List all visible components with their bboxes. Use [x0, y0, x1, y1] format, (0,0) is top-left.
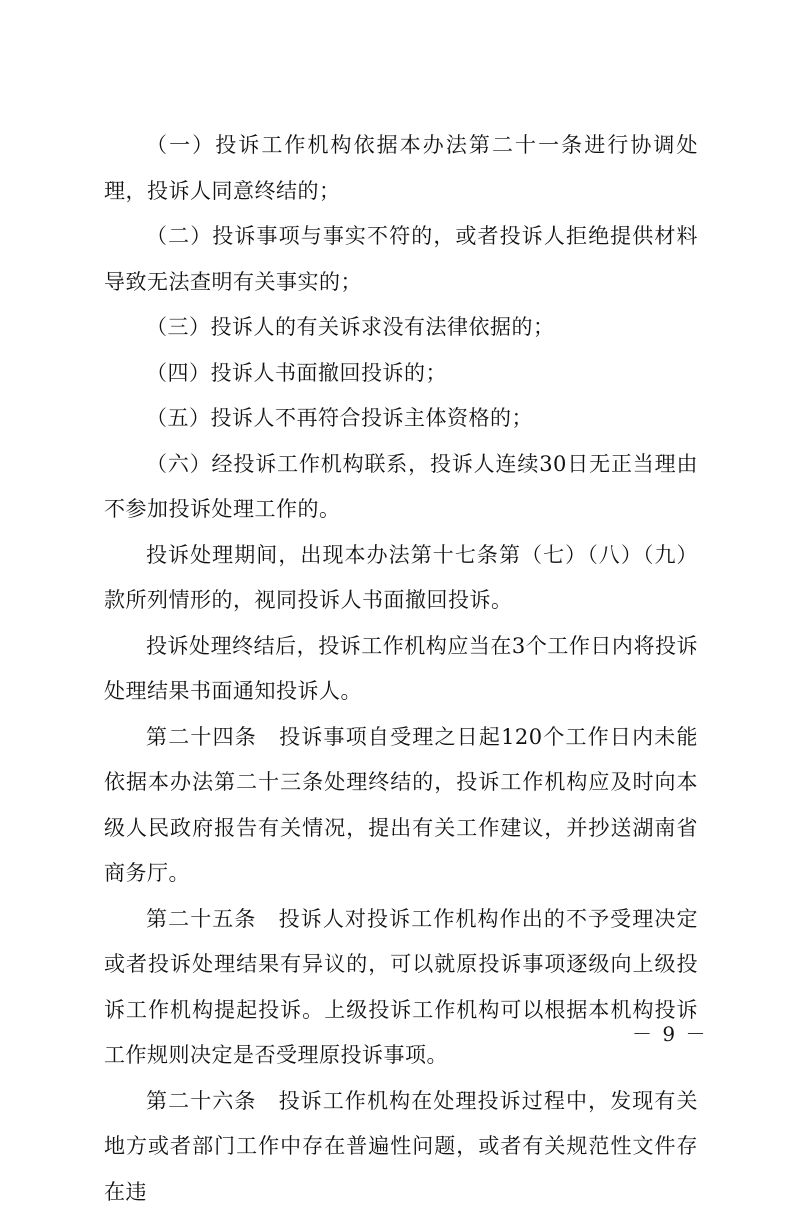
paragraph-withdrawal-rule: 投诉处理期间，出现本办法第十七条第（七）（八）（九）款所列情形的，视同投诉人书面撤回投诉。: [104, 533, 698, 624]
paragraph-notification-rule: 投诉处理终结后，投诉工作机构应当在3个工作日内将投诉处理结果书面通知投诉人。: [104, 624, 698, 715]
paragraph-item-2: （二）投诉事项与事实不符的，或者投诉人拒绝提供材料导致无法查明有关事实的；: [104, 214, 698, 305]
article-25: 第二十五条 投诉人对投诉工作机构作出的不予受理决定或者投诉处理结果有异议的，可以就原投诉事项逐级向上级投诉工作机构提起投诉。上级投诉工作机构可以根据本机构投诉工作规则决定是否受理原投诉事项。: [104, 897, 698, 1079]
article-24: 第二十四条 投诉事项自受理之日起120个工作日内未能依据本办法第二十三条处理终结的，投诉工作机构应及时向本级人民政府报告有关情况，提出有关工作建议，并抄送湖南省商务厅。: [104, 715, 698, 897]
paragraph-item-5: （五）投诉人不再符合投诉主体资格的；: [104, 396, 698, 442]
paragraph-item-3: （三）投诉人的有关诉求没有法律依据的；: [104, 305, 698, 351]
paragraph-item-1: （一）投诉工作机构依据本办法第二十一条进行协调处理，投诉人同意终结的；: [104, 123, 698, 214]
paragraph-item-4: （四）投诉人书面撤回投诉的；: [104, 351, 698, 397]
article-26: 第二十六条 投诉工作机构在处理投诉过程中，发现有关地方或者部门工作中存在普遍性问题，或者有关规范性文件存在违: [104, 1079, 698, 1215]
paragraph-item-6: （六）经投诉工作机构联系，投诉人连续30日无正当理由不参加投诉处理工作的。: [104, 442, 698, 533]
page-number: － 9 －: [632, 1018, 707, 1047]
document-body: [104, 123, 698, 1215]
